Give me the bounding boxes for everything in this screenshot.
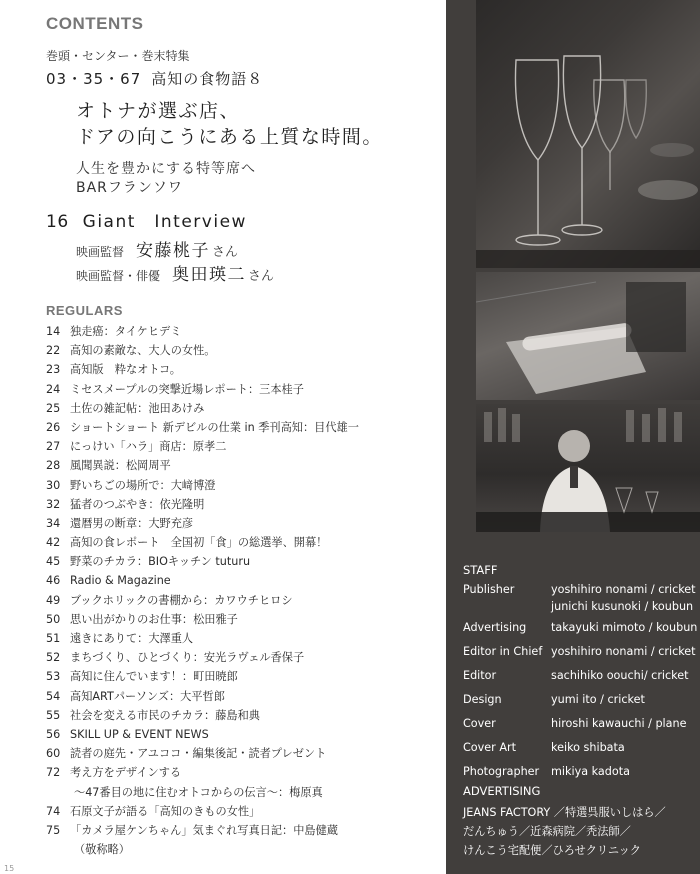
staff-name: junichi kusunoki / koubun xyxy=(551,600,694,613)
regular-title: 「カメラ屋ケンちゃん」気まぐれ写真日記：中島健蔵 xyxy=(70,823,338,837)
regular-item xyxy=(46,629,446,648)
regular-title: Radio & Magazine xyxy=(70,574,171,588)
regular-page: 56 xyxy=(46,727,61,741)
staff-name: yoshihiro nonami / cricket xyxy=(551,583,696,596)
regular-item xyxy=(46,399,446,418)
regular-title: 高知に住んでいます！：町田暁郎 xyxy=(70,670,238,684)
feature-headline-2: ドアの向こうにある上質な時間。 xyxy=(76,126,383,148)
regular-page: 34 xyxy=(46,516,61,530)
regular-title: 土佐の雑記帖：池田あけみ xyxy=(70,401,205,415)
regular-page: 22 xyxy=(46,344,61,358)
regular-title: 読者の庭先・アユココ・編集後記・読者プレゼント xyxy=(70,747,327,761)
interviewee-role: 映画監督 xyxy=(76,245,125,259)
regular-page: 30 xyxy=(46,478,61,492)
regulars-heading: REGULARS xyxy=(46,303,123,318)
staff-row-cover xyxy=(463,715,698,736)
staff-name: yoshihiro nonami / cricket xyxy=(551,644,696,658)
regular-title: ブックホリックの書棚から：カワウチヒロシ xyxy=(70,593,293,607)
regular-item xyxy=(46,380,446,399)
staff-name: takayuki mimoto / koubun xyxy=(551,620,698,634)
staff-role: Cover Art xyxy=(463,740,516,754)
bartender-photo xyxy=(476,404,700,532)
regular-title: 高知版 粋なオトコ。 xyxy=(70,363,181,377)
interviewee-suffix: さん xyxy=(248,269,275,284)
staff-role: Editor in Chief xyxy=(463,644,543,658)
regular-title: 猛者のつぶやき：依光隆明 xyxy=(70,497,205,511)
page-folio: 15 xyxy=(4,864,15,873)
regular-item xyxy=(46,495,446,514)
regular-item xyxy=(46,821,446,840)
regular-item xyxy=(46,456,446,475)
staff-name: hiroshi kawauchi / plane xyxy=(551,716,687,730)
staff-role: Publisher xyxy=(463,583,515,596)
staff-row-design xyxy=(463,691,698,712)
staff-row-editor-in-chief xyxy=(463,643,698,664)
staff-row-advertising xyxy=(463,619,698,640)
feature-page-numbers: 03・35・67 xyxy=(46,70,142,88)
advertiser-line: JEANS FACTORY ／特選呉服いしはら／ xyxy=(463,806,666,819)
regular-title: 独走癌：タイケヒデミ xyxy=(70,325,182,338)
staff-name: sachihiko oouchi/ cricket xyxy=(551,668,689,682)
staff-row-photographer xyxy=(463,763,698,784)
regular-item xyxy=(46,476,446,495)
regular-page: 51 xyxy=(46,632,61,645)
regular-title: 還暦男の断章：大野充彦 xyxy=(70,516,194,530)
staff-role: Design xyxy=(463,692,502,706)
regular-item xyxy=(46,341,446,360)
giant-interview-title: Giant Interview xyxy=(82,212,247,232)
regular-page: 45 xyxy=(46,555,61,569)
regular-item-continuation xyxy=(46,783,446,802)
regular-title: ショートショート 新デビルの仕業 in 季刊高知：目代雄一 xyxy=(70,420,359,434)
regular-title: 〜47番目の地に住むオトコからの伝言〜：梅原真 xyxy=(74,785,323,799)
regular-title: 高知ARTパーソンズ：大平哲郎 xyxy=(70,689,225,703)
regular-page: 53 xyxy=(46,670,61,684)
feature-series-title: 高知の食物語８ xyxy=(151,70,264,88)
staff-role: Cover xyxy=(463,716,496,730)
regular-item xyxy=(46,418,446,437)
bartender-illustration xyxy=(476,404,700,532)
regular-page: 26 xyxy=(46,420,61,434)
staff-name: yumi ito / cricket xyxy=(551,692,645,706)
bar-counter-photo xyxy=(476,272,700,400)
advertising-heading: ADVERTISING xyxy=(463,784,541,798)
regular-page: 55 xyxy=(46,708,61,722)
regular-item xyxy=(46,591,446,610)
regular-page: 42 xyxy=(46,536,61,550)
feature-pages-line xyxy=(46,68,263,89)
regular-item xyxy=(46,610,446,629)
regular-title: 考え方をデザインする xyxy=(70,766,182,780)
staff-role: Editor xyxy=(463,668,497,682)
giant-interview-line xyxy=(46,207,247,232)
staff-row-publisher xyxy=(463,581,698,615)
regular-page: 25 xyxy=(46,401,61,415)
interviewee-name: 安藤桃子 xyxy=(136,241,211,261)
regular-item xyxy=(46,514,446,533)
regular-item xyxy=(46,322,446,341)
wine-glasses-photo xyxy=(476,0,700,268)
staff-name: keiko shibata xyxy=(551,740,625,754)
regular-title: 石原文子が語る「高知のきもの女性」 xyxy=(70,804,261,818)
regular-title: 野菜のチカラ：BIOキッチン tuturu xyxy=(70,555,251,569)
regular-page: 74 xyxy=(46,804,61,818)
staff-role: Advertising xyxy=(463,620,527,634)
advertiser-line: だんちゅう／近森病院／秃法師／ xyxy=(463,825,631,838)
bar-counter-illustration xyxy=(476,272,700,400)
staff-role: Photographer xyxy=(463,764,540,778)
regular-item xyxy=(46,437,446,456)
regular-item xyxy=(46,706,446,725)
regular-item xyxy=(46,744,446,763)
regular-page: 75 xyxy=(46,823,61,837)
regular-title: にっけい「ハラ」商店：原孝二 xyxy=(70,440,227,454)
feature-subtitle-2: BARフランソワ xyxy=(76,180,183,196)
regular-item xyxy=(46,360,446,379)
regular-page: 72 xyxy=(46,766,61,780)
honorifics-note xyxy=(46,840,446,859)
regular-item xyxy=(46,687,446,706)
regular-item xyxy=(46,648,446,667)
regular-item xyxy=(46,802,446,821)
staff-list xyxy=(463,581,698,787)
regular-title: 高知の食レポート 全国初「食」の総選挙、開幕！ xyxy=(70,536,328,550)
regular-page: 50 xyxy=(46,612,61,626)
regular-page: 27 xyxy=(46,440,61,454)
regulars-list xyxy=(46,322,446,859)
regular-page: 23 xyxy=(46,363,61,377)
interviewee-name: 奥田瑛二 xyxy=(172,265,247,285)
interviewee-suffix: さん xyxy=(212,245,239,260)
regular-title: 思い出がかりのお仕事：松田雅子 xyxy=(70,612,238,626)
regular-title: （敬称略） xyxy=(74,843,130,857)
regular-title: 遠きにありて：大澤重人 xyxy=(70,632,194,645)
staff-heading: STAFF xyxy=(463,563,498,577)
regular-page: 28 xyxy=(46,459,61,473)
regular-title: まちづくり、ひとづくり：安光ラヴェル香保子 xyxy=(70,651,305,665)
regular-page: 24 xyxy=(46,382,61,396)
regular-title: 野いちごの場所で：大﨑博澄 xyxy=(70,478,216,492)
regular-title: 社会を変える市民のチカラ：藤島和典 xyxy=(70,708,260,722)
regular-item xyxy=(46,763,446,782)
staff-row-editor xyxy=(463,667,698,688)
regular-title: ミセスメープルの突撃近場レポート：三本桂子 xyxy=(70,382,304,396)
interviewee-2 xyxy=(76,260,274,285)
wine-glasses-illustration xyxy=(476,0,700,268)
regular-page: 14 xyxy=(46,325,61,338)
regular-page: 52 xyxy=(46,651,61,665)
regular-page: 46 xyxy=(46,574,61,588)
staff-name: mikiya kadota xyxy=(551,764,630,778)
interviewee-role: 映画監督・俳優 xyxy=(76,269,161,283)
regular-page: 49 xyxy=(46,593,61,607)
feature-headline-1: オトナが選ぶ店、 xyxy=(76,100,241,122)
regular-page: 60 xyxy=(46,747,61,761)
feature-subtitle-1: 人生を豊かにする特等席へ xyxy=(76,161,256,177)
regular-item xyxy=(46,533,446,552)
advertiser-line: けんこう宅配便／ひろせクリニック xyxy=(463,844,641,857)
interviewee-1 xyxy=(76,236,238,261)
giant-interview-page: 16 xyxy=(46,212,69,232)
regular-title: SKILL UP & EVENT NEWS xyxy=(70,727,209,741)
regular-item xyxy=(46,667,446,686)
regular-item xyxy=(46,571,446,590)
regular-page: 54 xyxy=(46,689,61,703)
regular-item xyxy=(46,552,446,571)
staff-row-cover-art xyxy=(463,739,698,760)
regular-title: 風聞異説：松岡周平 xyxy=(70,459,171,473)
regular-item xyxy=(46,725,446,744)
contents-heading: CONTENTS xyxy=(46,14,144,33)
regular-page: 32 xyxy=(46,497,61,511)
regular-title: 高知の素敵な、大人の女性。 xyxy=(70,344,216,358)
feature-label: 巻頭・センター・巻末特集 xyxy=(46,49,190,63)
